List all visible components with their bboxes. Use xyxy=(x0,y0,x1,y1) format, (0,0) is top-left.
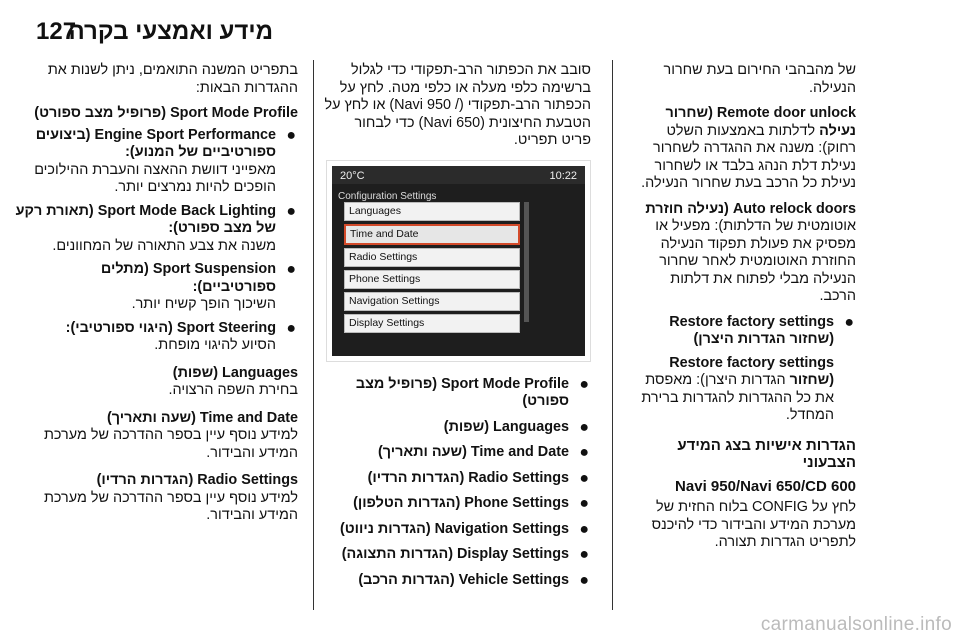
column-divider xyxy=(612,60,613,610)
list-item xyxy=(14,320,298,355)
item-body: השיכוך הופך קשיח יותר. xyxy=(131,296,276,312)
list-item-label: Display Settings (הגדרות התצוגה) xyxy=(341,546,569,562)
item-title: Engine Sport Performance (ביצועים ספורטיביים של המנוע): xyxy=(35,126,276,160)
list-item xyxy=(14,203,298,256)
section-heading: הגדרות אישיות בצג המידע הצבעוני xyxy=(677,436,856,471)
item-title: Sport Steering (היגוי ספורטיבי): xyxy=(65,319,276,336)
page-header xyxy=(0,0,960,60)
clock-readout: 10:22 xyxy=(549,169,577,182)
item-body: למידע נוסף עיין בספר ההדרכה של מערכת המידע והבידור. xyxy=(43,489,298,523)
page-number: 127 xyxy=(36,18,77,45)
menu-item-time-and-date[interactable]: Time and Date xyxy=(344,224,520,245)
section-heading: Sport Mode Profile (פרופיל מצב ספורט) xyxy=(34,105,298,121)
paragraph: סובב את הכפתור הרב-תפקודי כדי לגלול ברשימה כלפי מעלה או כלפי מטה. לחץ על הכפתור הרב-תפקודי (/ Navi 950) או לחץ על הטבעת החיצונית (Navi 650) כדי לבחור פריט תפריט. xyxy=(324,62,591,148)
list-item xyxy=(324,495,591,513)
bullet-icon: ● xyxy=(579,444,589,461)
list-item xyxy=(324,546,591,564)
column-left xyxy=(14,62,298,533)
bullet-icon: ● xyxy=(286,319,296,337)
item-body: מאפייני דוושת ההאצה והעברת ההילוכים הופכים להיות נמרצים יותר. xyxy=(34,161,276,195)
list-item xyxy=(324,419,591,437)
list-item-label: Sport Mode Profile (פרופיל מצב ספורט) xyxy=(355,375,569,409)
item-title: Radio Settings (הגדרות הרדיו) xyxy=(96,472,298,488)
list-item xyxy=(324,470,591,488)
bullet-icon: ● xyxy=(579,546,589,563)
item-body: הגדרות היצרן): מאפסת את כל ההגדרות להגדרות ברירת המחדל. xyxy=(641,372,834,423)
scrollbar[interactable] xyxy=(524,202,529,322)
item-title: Languages (שפות) xyxy=(172,364,298,381)
section-subheading: Navi 950/Navi 650/CD 600 xyxy=(675,477,856,495)
bullet-icon: ● xyxy=(286,202,296,220)
list-item xyxy=(14,127,298,197)
list-item xyxy=(324,376,591,411)
list-item xyxy=(324,444,591,462)
item-body: לדלתות באמצעות השלט רחוק): משנה את ההגדרה לשחרור נעילת דלת הנהג בלבד או לשחרור נעילת כל הרכב בעת שחרור הנעילה. xyxy=(641,122,856,191)
watermark: carmanualsonline.info xyxy=(760,614,952,635)
infotainment-screen-image xyxy=(326,160,591,362)
bullet-icon: ● xyxy=(844,313,854,331)
column-middle xyxy=(324,62,591,597)
paragraph: לחץ על CONFIG בלוח החזית של מערכת המידע והבידור כדי להיכנס לתפריט הגדרות תצורה. xyxy=(651,499,856,550)
list-item xyxy=(14,261,298,314)
item-body: למידע נוסף עיין בספר ההדרכה של מערכת המידע והבידור. xyxy=(43,427,298,461)
item-title: Sport Mode Back Lighting (תאורת רקע של מצב ספורט): xyxy=(15,202,276,236)
menu-item-radio-settings[interactable]: Radio Settings xyxy=(344,248,520,267)
bullet-icon: ● xyxy=(579,469,589,487)
list-item xyxy=(324,521,591,539)
page-title: מידע ואמצעי בקרה xyxy=(68,18,273,45)
auto-relock-item xyxy=(630,201,856,306)
bullet-icon: ● xyxy=(579,571,589,589)
column-divider xyxy=(313,60,314,610)
bullet-icon: ● xyxy=(579,495,589,512)
item-title: Remote door unlock (שחרור נעילה xyxy=(665,105,856,139)
temperature-readout: 20°C xyxy=(340,169,365,182)
bullet-icon: ● xyxy=(286,261,296,278)
screen-title: Configuration Settings xyxy=(338,190,437,202)
list-item-label: Vehicle Settings (הגדרות הרכב) xyxy=(358,571,569,588)
bullet-icon: ● xyxy=(579,375,589,393)
list-item xyxy=(630,314,856,425)
status-bar xyxy=(332,166,585,184)
list-item-label: Radio Settings (הגדרות הרדיו) xyxy=(367,469,569,486)
list-item xyxy=(324,572,591,590)
list-item-label: Languages (שפות) xyxy=(443,418,569,435)
bullet-icon: ● xyxy=(579,418,589,436)
remote-unlock-item xyxy=(630,105,856,193)
item-body: בחירת השפה הרצויה. xyxy=(168,382,298,398)
item-body: הסיוע להיגוי מופחת. xyxy=(154,337,276,353)
bullet-icon: ● xyxy=(286,126,296,144)
item-body: אוטומטית של הדלתות): מפעיל או מפסיק את פעולת תפקוד הנעילה החוזרת האוטומטית לאחר שחרור הנעילה מבלי לפתוח את דלתות הרכב. xyxy=(655,218,856,304)
column-right xyxy=(630,62,856,560)
item-title: Sport Suspension (מתלים ספורטיביים): xyxy=(100,261,276,295)
item-title: Restore factory settings (שחזור xyxy=(669,354,834,388)
paragraph: בתפריט המשנה התואמים, ניתן לשנות את ההגדרות הבאות: xyxy=(47,62,298,96)
item-title: Restore factory settings (שחזור הגדרות היצרן) xyxy=(669,313,834,347)
item-title: Auto relock doors (נעילה חוזרת xyxy=(645,200,856,217)
settings-menu xyxy=(344,202,520,336)
list-item-label: Navigation Settings (הגדרות ניווט) xyxy=(339,520,569,537)
list-item-label: Time and Date (שעה ותאריך) xyxy=(377,444,569,460)
bullet-icon: ● xyxy=(579,520,589,538)
menu-item-display-settings[interactable]: Display Settings xyxy=(344,314,520,333)
menu-item-navigation-settings[interactable]: Navigation Settings xyxy=(344,292,520,311)
menu-item-phone-settings[interactable]: Phone Settings xyxy=(344,270,520,289)
paragraph: של מהבהבי החירום בעת שחרור הנעילה. xyxy=(663,62,856,96)
menu-item-languages[interactable]: Languages xyxy=(344,202,520,221)
item-body: משנה את צבע התאורה של המחוונים. xyxy=(52,237,276,254)
list-item-label: Phone Settings (הגדרות הטלפון) xyxy=(353,495,569,511)
item-title: Time and Date (שעה ותאריך) xyxy=(106,409,298,426)
